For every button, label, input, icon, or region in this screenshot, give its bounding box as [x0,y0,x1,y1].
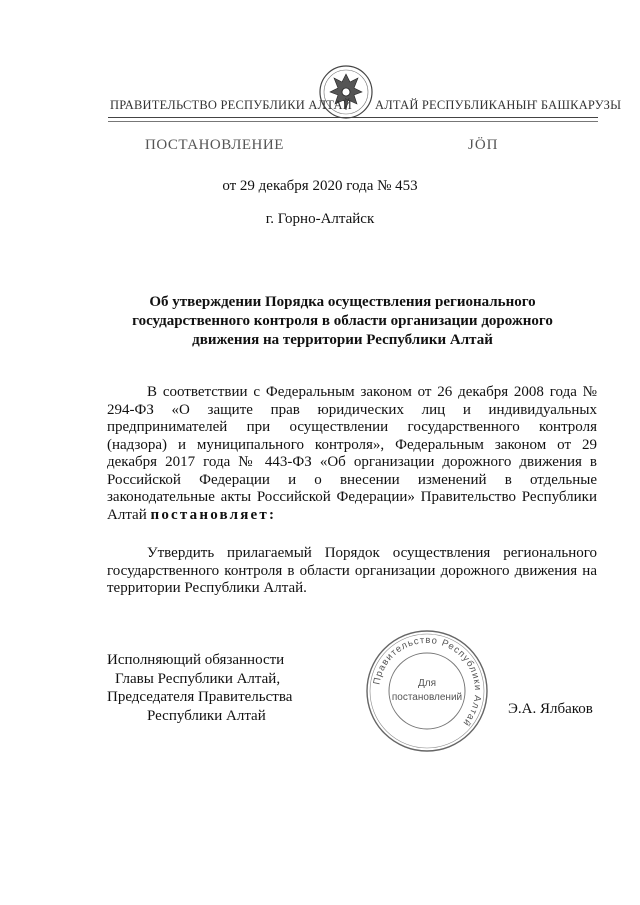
document-type: ПОСТАНОВЛЕНИЕ [145,137,284,153]
official-stamp [364,628,490,754]
resolution-paragraph [107,545,597,598]
resolution-text: Утвердить прилагаемый Порядок осуществления регионального государственного контроля в области организации дорожного движения на территории Республики Алтай. [107,545,597,596]
coat-of-arms-icon [318,62,374,122]
stamp-center-line-2: постановлений [391,692,463,703]
preamble-text: В соответствии с Федеральным законом от 26 декабря 2008 года № 294-ФЗ «О защите прав юридических лиц и индивидуальных предпринимателей при осуществлении государственного контроля (надзора) и муниципального контроля», Федеральным законом от 29 декабря 2017 года № 443-ФЗ «Об организации дорожного движения в Российской Федерации и о внесении изменений в отдельные законодательные акты Российской Федерации» Правительство Республики Алтай [107,384,597,523]
header-org-name-alt: АЛТАЙ РЕСПУБЛИКАНЫҤ БАШКАРУЗЫ [375,98,622,112]
header-rule [108,117,598,118]
document-title: Об утверждении Порядка осуществления регионального государственного контроля в области организации дорожного движения на территории Республики Алтай [132,294,553,348]
document-type-alt: ЈÖП [468,137,499,153]
header-rule-thin [108,121,598,122]
signatory-line-4: Республики Алтай [147,707,266,724]
resolves-word: постановляет: [150,506,277,523]
preamble-paragraph [107,384,597,524]
signatory-line-3: Председателя Правительства [107,689,293,705]
stamp-center-line-1: Для [417,678,437,689]
signatory-name: Э.А. Ялбаков [508,701,593,717]
document-date-number: от 29 декабря 2020 года № 453 [222,178,418,194]
header-org-name-ru: ПРАВИТЕЛЬСТВО РЕСПУБЛИКИ АЛТАЙ [110,98,352,112]
signatory-title [107,651,292,725]
signatory-line-2: Главы Республики Алтай, [115,670,281,687]
stamp-ring-text: Правительство Республики Алтай [371,634,484,729]
document-city: г. Горно-Алтайск [265,211,375,227]
signatory-line-1: Исполняющий обязанности [107,652,285,668]
